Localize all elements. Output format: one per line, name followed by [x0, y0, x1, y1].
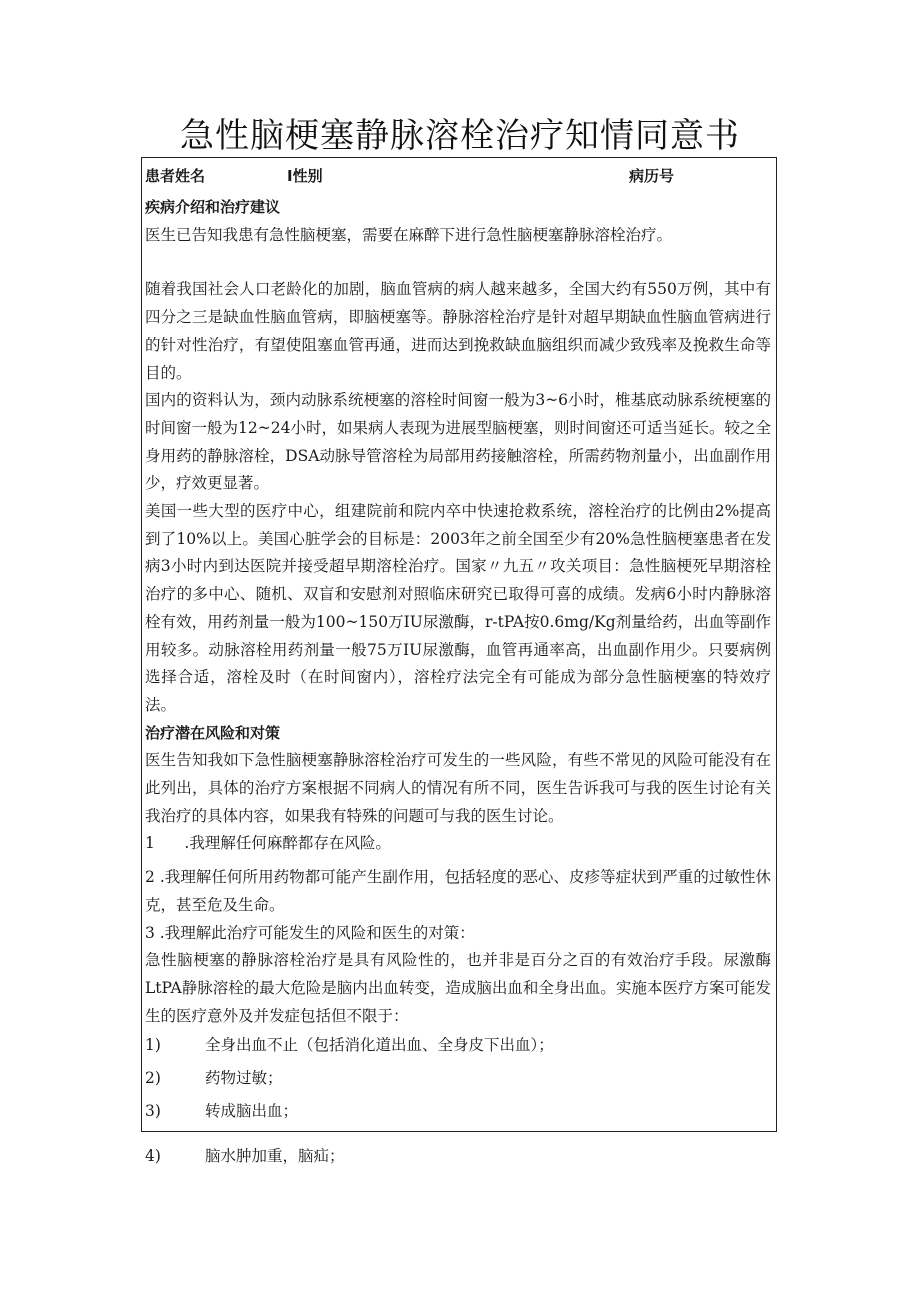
- risk-point-3: 3 .我理解此治疗可能发生的风险和医生的对策：: [145, 923, 475, 942]
- disease-intro: 医生已告知我患有急性脑梗塞，需要在麻醉下进行急性脑梗塞静脉溶栓治疗。: [145, 225, 673, 244]
- list-item: [145, 1098, 771, 1126]
- list-item-text: 转成脑出血；: [205, 1101, 299, 1120]
- list-item-text: 全身出血不止（包括消化道出血、全身皮下出血）；: [205, 1036, 554, 1055]
- list-item: [145, 1032, 771, 1060]
- list-item-number: 3): [145, 1101, 161, 1120]
- disease-paragraph-2: 国内的资料认为，颈内动脉系统梗塞的溶栓时间窗一般为3~6小时，椎基底动脉系统梗塞的时间窗一般为12~24小时，如果病人表现为进展型脑梗塞，则时间窗还可适当延长。较之全身用药的静脉溶栓，DSA动脉导管溶栓为局部用药接触溶栓，所需药物剂量小，出血副作用少，疗效更显著。: [145, 391, 771, 493]
- list-item-number: 4): [145, 1147, 161, 1165]
- risk-point-1: 1 .我理解任何麻醉都存在风险。: [145, 834, 391, 853]
- patient-name-label: 患者姓名: [145, 167, 206, 186]
- record-number-label: 病历号: [629, 167, 675, 186]
- gender-label: I性别: [287, 167, 323, 186]
- section-heading-risks: 治疗潜在风险和对策: [145, 723, 281, 742]
- list-item-number: 1): [145, 1036, 161, 1055]
- disease-paragraph-3: 美国一些大型的医疗中心，组建院前和院内卒中快速抢救系统，溶栓治疗的比例由2%提高到了10%以上。美国心脏学会的目标是：2003年之前全国至少有20%急性脑梗塞患者在发病3小时内到达医院并接受超早期溶栓治疗。国家〃九五〃攻关项目：急性脑梗死早期溶栓治疗的多中心、随机、双盲和安慰剂对照临床研究已取得可喜的成绩。发病6小时内静脉溶栓有效，用药剂量一般为100~150万IU尿激酶，r-tPA按0.6mg/Kg剂量给药，出血等副作用较多。动脉溶栓用药剂量一般75万IU尿激酶，血管再通率高，出血副作用少。只要病例选择合适，溶栓及时（在时间窗内），溶栓疗法完全有可能成为部分急性脑梗塞的特效疗法。: [145, 502, 771, 714]
- form-content: [145, 160, 771, 1126]
- patient-info-row: [145, 160, 771, 194]
- section-heading-disease: 疾病介绍和治疗建议: [145, 198, 281, 216]
- disease-paragraph-1: 随着我国社会人口老龄化的加剧，脑血管病的病人越来越多，全国大约有550万例，其中有四分之三是缺血性脑血管病，即脑梗塞等。静脉溶栓治疗是针对超早期缺血性脑血管病进行的针对性治疗，有望使阻塞血管再通，进而达到挽救缺血脑组织而减少致残率及挽救生命等目的。: [145, 280, 771, 382]
- list-item-number: 2): [145, 1069, 161, 1088]
- risks-intro: 医生告知我如下急性脑梗塞静脉溶栓治疗可发生的一些风险，有些不常见的风险可能没有在此列出，具体的治疗方案根据不同病人的情况有所不同，医生告诉我可与我的医生讨论有关我治疗的具体内容，如果我有特殊的问题可与我的医生讨论。: [145, 751, 771, 825]
- list-item-text: 药物过敏；: [205, 1069, 283, 1088]
- document-title: 急性脑梗塞静脉溶栓治疗知情同意书: [180, 116, 740, 156]
- list-item: [145, 1143, 771, 1170]
- risk-point-3-text: 急性脑梗塞的静脉溶栓治疗是具有风险性的，也并非是百分之百的有效治疗手段。尿激酶LtPA静脉溶栓的最大危险是脑内出血转变，造成脑出血和全身出血。实施本医疗方案可能发生的医疗意外及并发症包括但不限于：: [145, 951, 771, 1025]
- list-item-text: 脑水肿加重，脑疝；: [205, 1147, 345, 1165]
- list-item: [145, 1065, 771, 1093]
- continued-list: [145, 1143, 771, 1170]
- risk-point-2: 2 .我理解任何所用药物都可能产生副作用，包括轻度的恶心、皮疹等症状到严重的过敏性休克，甚至危及生命。: [145, 868, 771, 914]
